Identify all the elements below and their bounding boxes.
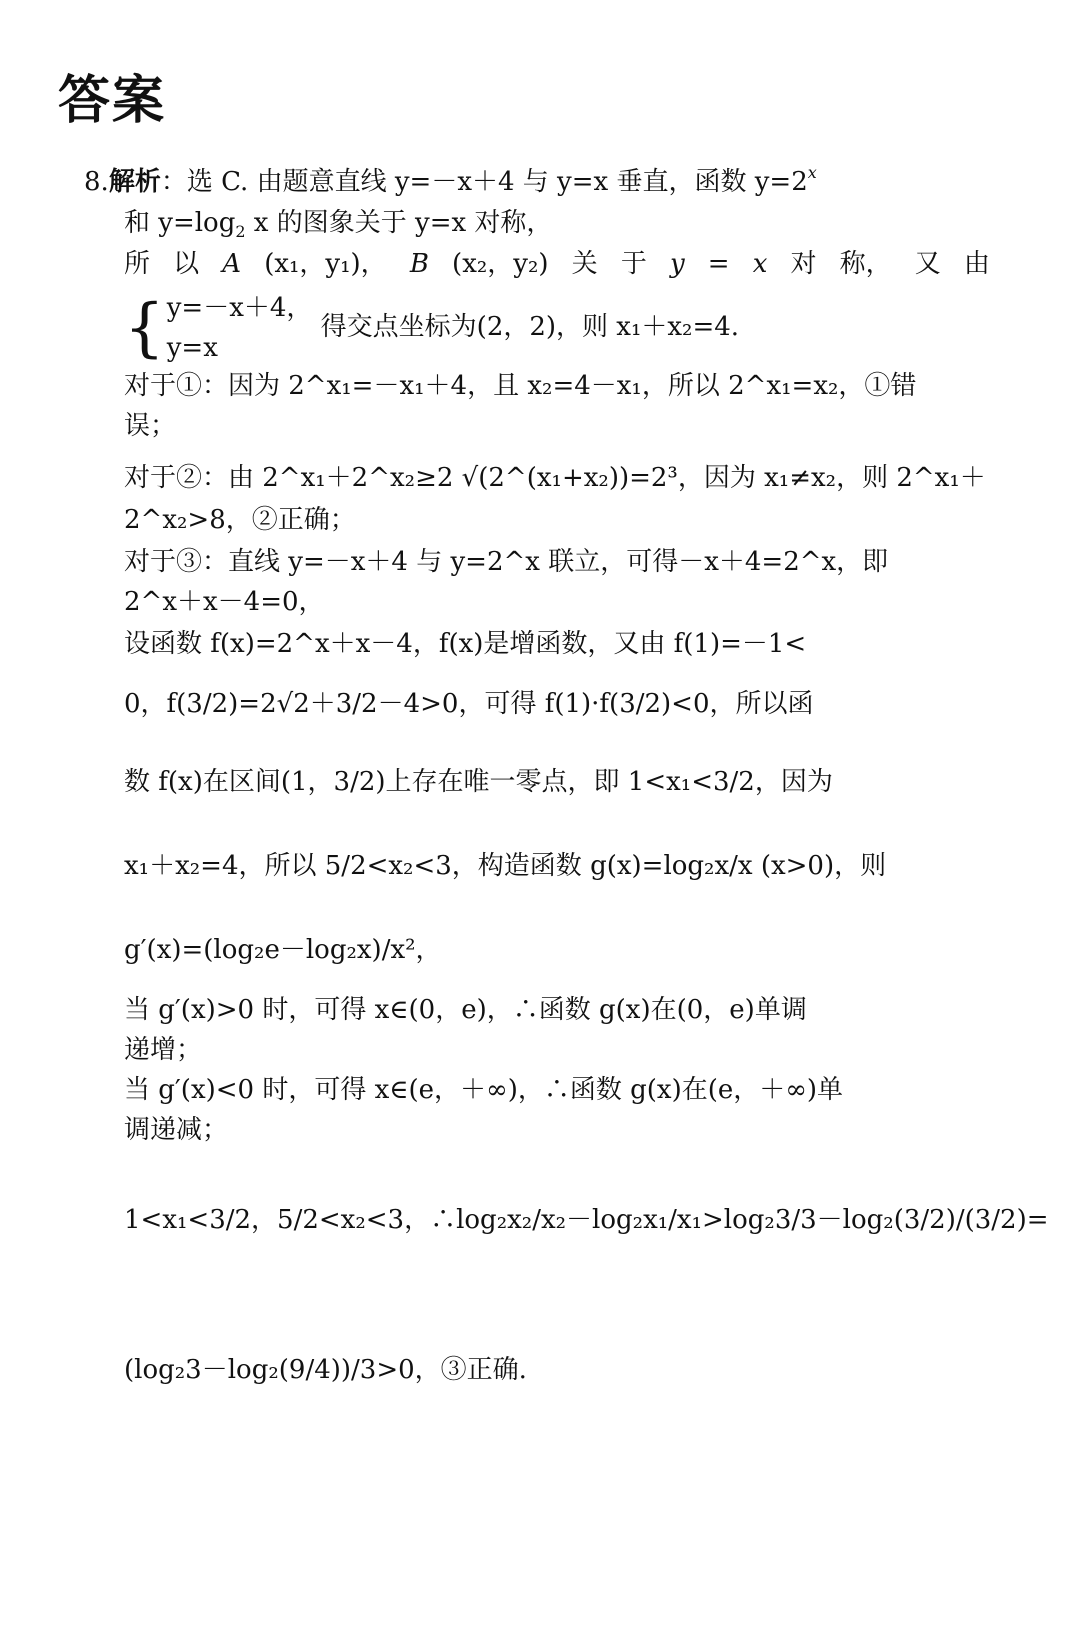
line-4-text: 得交点坐标为(2，2)，则 x₁＋x₂=4. [320,312,740,342]
l3-word: (x₁，y₁)， [264,249,387,279]
left-brace-icon: { [124,291,165,365]
system-eq-1: y=－x＋4， [166,293,313,323]
solution-line-20: 1<x₁<3/2，5/2<x₂<3，∴log₂x₂/x₂－log₂x₁/x₁>log₂3/3－log₂(3/2)/(3/2)= [124,1205,1049,1235]
solution-line-14: x₁＋x₂=4，所以 5/2<x₂<3，构造函数 g(x)=log₂x/x (x>0)，则 [124,851,887,881]
solution-line-18: 当 g′(x)<0 时，可得 x∈(e，＋∞)，∴函数 g(x)在(e，＋∞)单 [124,1075,844,1105]
page-heading: 答案 [58,71,167,131]
solution-line-15: g′(x)=(log₂e－log₂x)/x²， [124,935,442,965]
l3-word: y [669,249,685,279]
l3-word: = [707,249,730,279]
l3-word: B [409,249,429,279]
solution-line-21: (log₂3－log₂(9/4))/3>0，③正确. [124,1355,527,1385]
l3-word: 由 [963,249,990,279]
l3-word: A [222,249,242,279]
line-1-exponent: x [807,163,817,182]
l3-word: 以 [173,249,200,279]
l3-word: (x₂，y₂) [452,249,549,279]
solution-line-19: 调递减； [124,1115,229,1145]
solution-line-4 [124,288,990,368]
jiexi-label: 解析 [108,167,161,197]
l3-word: 对 [790,249,817,279]
solution-line-10: 2^x＋x－4=0， [124,587,325,617]
solution-line-7: 对于②：由 2^x₁＋2^x₂≥2 √(2^(x₁+x₂))=2³，因为 x₁≠x₂，则 2^x₁＋ [124,463,986,493]
solution-line-9: 对于③：直线 y=－x＋4 与 y=2^x 联立，可得－x＋4=2^x，即 [124,547,889,577]
line-1-text: ：选 C. 由题意直线 y=－x＋4 与 y=x 垂直，函数 y=2 [160,167,808,197]
solution-line-12: 0，f(3/2)=2√2＋3/2－4>0，可得 f(1)·f(3/2)<0，所以函 [124,689,814,719]
l3-word: x [752,249,768,279]
l3-word: 于 [620,249,647,279]
solution-line-6: 误； [124,411,177,441]
line-2-text-a: 和 y=log [124,208,236,238]
solution-line-16: 当 g′(x)>0 时，可得 x∈(0，e)，∴函数 g(x)在(0，e)单调 [124,995,807,1025]
solution-line-11: 设函数 f(x)=2^x＋x－4，f(x)是增函数，又由 f(1)=－1< [124,629,807,659]
question-number: 8. [84,167,109,197]
solution-line-17: 递增； [124,1035,203,1065]
equation-system [124,288,312,368]
solution-line-3 [124,244,990,284]
solution-line-5: 对于①：因为 2^x₁=－x₁＋4，且 x₂=4－x₁，所以 2^x₁=x₂，①错 [124,371,917,401]
l3-word: 称， [839,249,892,279]
solution-line-2: 和 $y=\log_2$ x 的图象关于 y=x 对称， [124,208,553,241]
l3-word: 所 [124,249,151,279]
system-eq-2: y=x [166,333,218,363]
solution-line-8: 2^x₂>8，②正确； [124,505,356,535]
l3-word: 关 [571,249,598,279]
line-2-text-b: x 的图象关于 y=x 对称， [245,208,553,238]
solution-line-13: 数 f(x)在区间(1，3/2)上存在唯一零点，即 1<x₁<3/2，因为 [124,767,833,797]
l3-word: 又 [914,249,941,279]
solution-line-1 [84,162,990,202]
